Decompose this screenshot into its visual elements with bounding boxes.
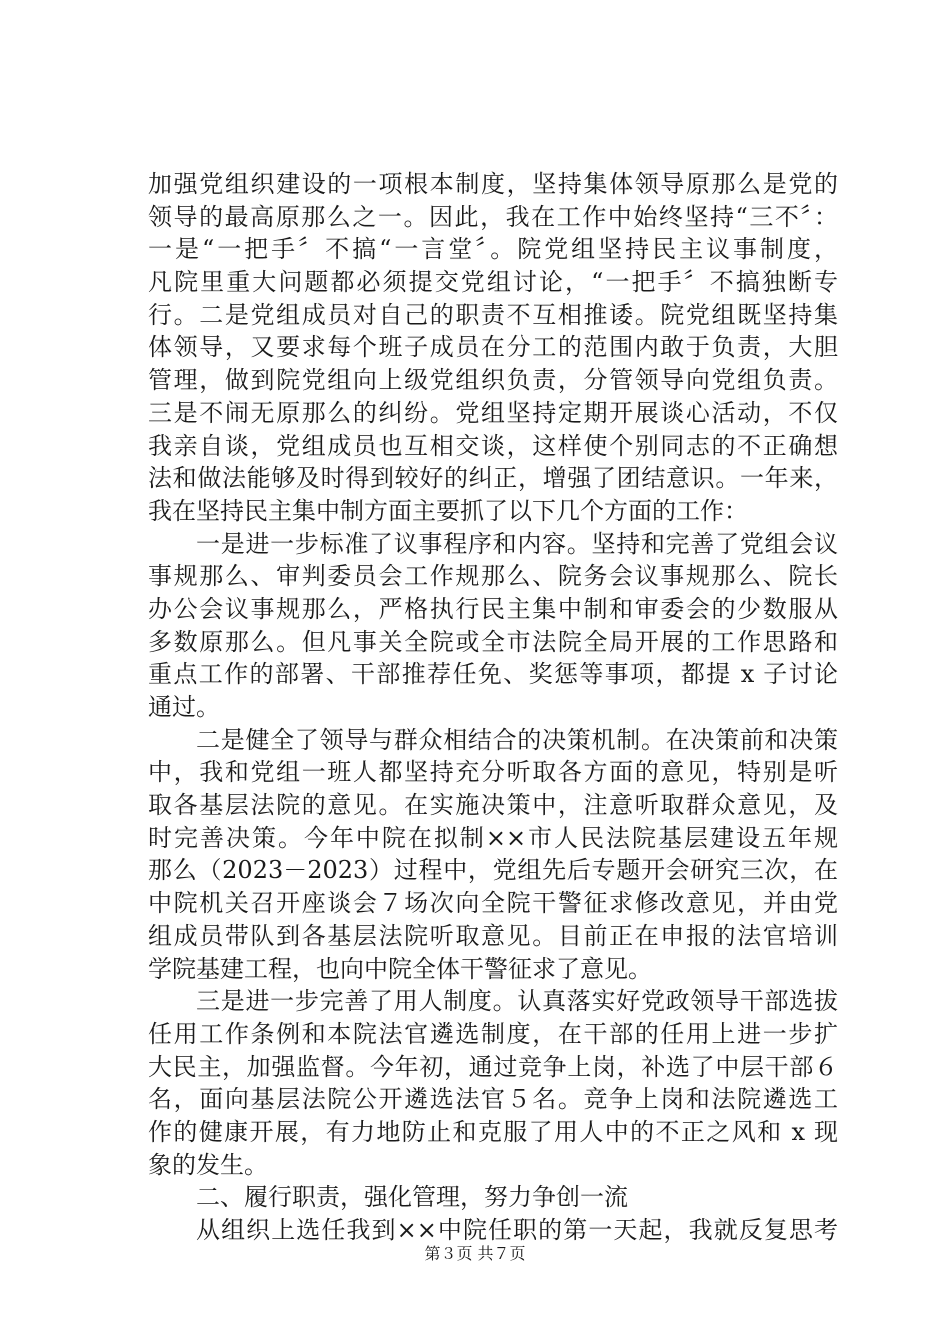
text-line: 体领导，又要求每个班子成员在分工的范围内敢于负责，大胆: [148, 333, 838, 362]
text-line: 办公会议事规那么，严格执行民主集中制和审委会的少数服从: [148, 594, 838, 623]
text-line: 作的健康开展，有力地防止和克服了用人中的不正之风和 x 现: [148, 1117, 838, 1146]
section-heading: 二、履行职责，强化管理，努力争创一流: [196, 1183, 628, 1212]
text-line: 组成员带队到各基层法院听取意见。目前正在申报的法官培训: [148, 921, 838, 950]
text-line: 大民主，加强监督。今年初，通过竞争上岗，补选了中层干部６: [148, 1052, 838, 1081]
text-line: 任用工作条例和本院法官遴选制度，在干部的任用上进一步扩: [148, 1019, 838, 1048]
text-line: 我亲自谈，党组成员也互相交谈，这样使个别同志的不正确想: [148, 431, 838, 460]
text-line: 多数原那么。但凡事关全院或全市法院全局开展的工作思路和: [148, 627, 838, 656]
text-line: 加强党组织建设的一项根本制度，坚持集体领导原那么是党的: [148, 170, 838, 198]
text-line: 一是“一把手〞不搞“一言堂〞。院党组坚持民主议事制度，: [148, 235, 838, 264]
text-line: 凡院里重大问题都必须提交党组讨论，“一把手〞不搞独断专: [148, 268, 838, 297]
text-line: 那么（2023－2023）过程中，党组先后专题开会研究三次，在: [148, 856, 838, 885]
paragraph-start-line: 从组织上选任我到××中院任职的第一天起，我就反复思考: [196, 1216, 838, 1244]
text-line: 我在坚持民主集中制方面主要抓了以下几个方面的工作：: [148, 496, 748, 525]
paragraph-start-line: 一是进一步标准了议事程序和内容。坚持和完善了党组会议: [196, 529, 838, 558]
text-line: 通过。: [148, 693, 220, 721]
text-line: 象的发生。: [148, 1150, 268, 1179]
text-line: 取各基层法院的意见。在实施决策中，注意听取群众意见，及: [148, 791, 838, 820]
text-line: 重点工作的部署、干部推荐任免、奖惩等事项，都提 x 子讨论: [148, 660, 838, 689]
text-line: 管理，做到院党组向上级党组织负责，分管领导向党组负责。: [148, 366, 838, 395]
text-line: 领导的最高原那么之一。因此，我在工作中始终坚持“三不〞：: [148, 202, 838, 231]
text-line: 学院基建工程，也向中院全体干警征求了意见。: [148, 954, 652, 983]
paragraph-start-line: 三是进一步完善了用人制度。认真落实好党政领导干部选拔: [196, 987, 838, 1016]
text-line: 三是不闹无原那么的纠纷。党组坚持定期开展谈心活动，不仅: [148, 398, 838, 427]
text-line: 事规那么、审判委员会工作规那么、院务会议事规那么、院长: [148, 562, 838, 591]
text-line: 时完善决策。今年中院在拟制××市人民法院基层建设五年规: [148, 823, 838, 852]
text-line: 中，我和党组一班人都坚持充分听取各方面的意见，特别是听: [148, 758, 838, 787]
text-line: 法和做法能够及时得到较好的纠正，增强了团结意识。一年来，: [148, 464, 838, 493]
paragraph-start-line: 二是健全了领导与群众相结合的决策机制。在决策前和决策: [196, 725, 838, 754]
page-number-footer: 第３页 共７页: [424, 1244, 526, 1263]
body-text: [148, 168, 838, 1247]
text-line: 行。二是党组成员对自己的职责不互相推诿。院党组既坚持集: [148, 300, 838, 329]
text-line: 名，面向基层法院公开遴选法官５名。竞争上岗和法院遴选工: [148, 1085, 838, 1114]
text-line: 中院机关召开座谈会７场次向全院干警征求修改意见，并由党: [148, 889, 838, 918]
